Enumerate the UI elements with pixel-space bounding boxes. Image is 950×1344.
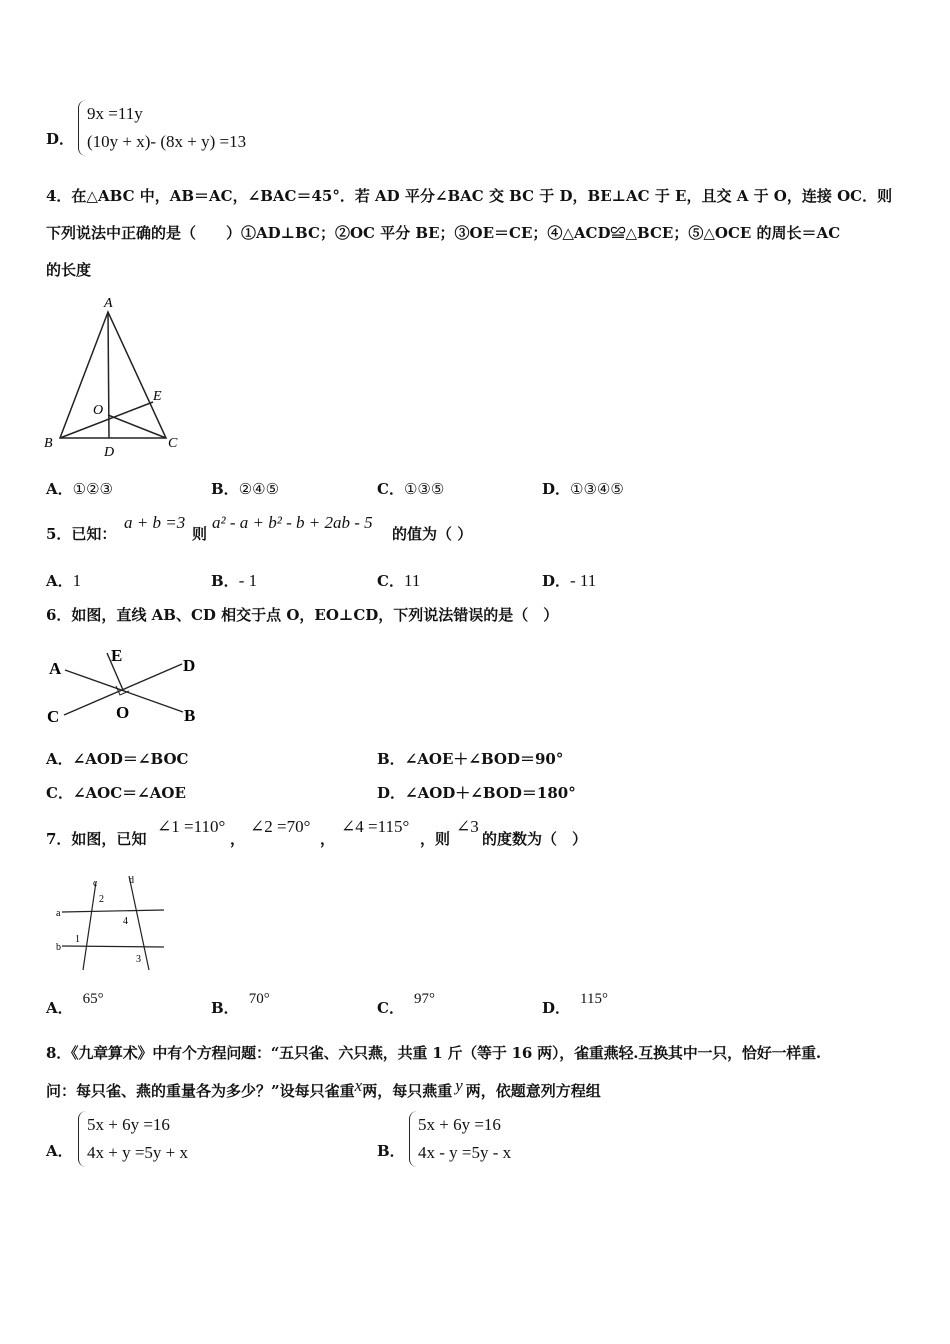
q4-option-d-text: ①③④⑤ <box>570 480 624 498</box>
q4-option-a-label: A． <box>46 480 73 498</box>
q8-line2-part-a: 问：每只雀、燕的重量各为多少？”设每只雀重 <box>46 1082 355 1100</box>
q5-mid: 则 <box>192 525 208 543</box>
q8-option-b-label: B． <box>377 1142 405 1160</box>
q8-a-eq2: 4x + y =5y + x <box>87 1143 189 1162</box>
q7-line-b <box>62 946 164 947</box>
q6-option-b[interactable] <box>377 748 563 769</box>
q6-option-d-text: ∠AOD＋∠BOD＝180° <box>405 784 576 802</box>
q7-label-2: 2 <box>99 894 104 905</box>
q3-d-eq2: (10y + x)- (8x + y) =13 <box>87 132 247 151</box>
q7-label-c: c <box>93 878 98 889</box>
q7-option-c-label: C． <box>377 999 404 1017</box>
q5-option-c[interactable] <box>377 570 420 591</box>
q7-option-b-text: 70° <box>248 991 270 1007</box>
q6-lines-figure <box>40 640 210 730</box>
q7-sep3: ，则 <box>420 830 451 848</box>
q5-option-a-text: 1 <box>72 571 82 590</box>
q4-option-c-label: C． <box>377 480 404 498</box>
q4-stem-line1: 4．在△ABC 中，AB＝AC，∠BAC＝45°．若 AD 平分∠BAC 交 BC 于 D，BE⊥AC 于 E，且交 A 于 O，连接 OC．则 <box>46 187 893 205</box>
q7-label-1: 1 <box>75 934 80 945</box>
q8-option-a-label: A． <box>46 1142 73 1160</box>
q7-option-d[interactable] <box>542 991 608 1018</box>
q6-option-d-label: D． <box>377 784 406 802</box>
q8-b-eq2: 4x - y =5y - x <box>418 1143 512 1162</box>
q4-option-b-label: B． <box>211 480 239 498</box>
q5-option-d-label: D． <box>542 572 571 590</box>
q6-option-b-label: B． <box>377 750 405 768</box>
q5-option-a[interactable] <box>46 570 81 591</box>
q4-triangle-abc <box>60 312 166 438</box>
q7-angle4: ∠4 =115° <box>341 817 410 836</box>
q7-parallel-lines-figure <box>50 870 170 975</box>
q6-label-b: B <box>184 706 196 725</box>
q6-option-a[interactable] <box>46 748 188 769</box>
q4-label-c: C <box>168 436 178 451</box>
q7-label-3: 3 <box>136 954 141 965</box>
q7-line-a <box>62 910 164 912</box>
q4-option-d[interactable] <box>542 478 624 499</box>
q7-prefix: 7．如图，已知 <box>46 830 147 848</box>
q7-label-a: a <box>56 908 61 919</box>
q3-option-d-system <box>78 100 246 156</box>
q7-suffix: 的度数为（ ） <box>482 830 588 848</box>
q7-option-a[interactable] <box>46 991 104 1018</box>
q4-option-b[interactable] <box>211 478 279 499</box>
q5-expression: a² - a + b² - b + 2ab - 5 <box>212 513 373 532</box>
q4-option-c[interactable] <box>377 478 444 499</box>
q5-option-b-label: B． <box>211 572 239 590</box>
q7-angle3: ∠3 <box>456 817 479 836</box>
q7-line-c <box>83 882 96 970</box>
q8-option-a-system[interactable] <box>78 1111 188 1167</box>
q4-option-c-text: ①③⑤ <box>403 480 445 498</box>
q4-label-d: D <box>104 445 115 460</box>
q6-option-c[interactable] <box>46 782 186 803</box>
q4-triangle-figure <box>40 290 190 460</box>
q4-stem-line3: 的长度 <box>46 261 92 279</box>
q5-option-a-label: A． <box>46 572 73 590</box>
q6-label-c: C <box>47 707 60 726</box>
q4-segment-be <box>60 402 153 438</box>
q7-angle1: ∠1 =110° <box>157 817 226 836</box>
q6-label-e: E <box>111 646 123 665</box>
q6-option-a-text: ∠AOD＝∠BOC <box>72 750 189 768</box>
q8-line2-part-c: 两，依题意列方程组 <box>465 1082 601 1100</box>
q7-label-d: d <box>129 875 134 886</box>
q8-a-eq1: 5x + 6y =16 <box>87 1115 170 1134</box>
q3-d-eq1: 9x =11y <box>87 104 143 123</box>
q7-sep1: ， <box>230 830 246 848</box>
q5-option-d[interactable] <box>542 570 596 591</box>
q7-label-b: b <box>56 942 61 953</box>
q6-option-a-label: A． <box>46 750 73 768</box>
q5-suffix: 的值为（ ） <box>392 525 473 543</box>
q7-option-c[interactable] <box>377 991 435 1018</box>
q6-option-b-text: ∠AOE＋∠BOD＝90° <box>404 750 564 768</box>
q4-label-e: E <box>153 389 162 404</box>
q6-option-d[interactable] <box>377 782 576 803</box>
q4-label-o: O <box>93 403 104 418</box>
q5-option-b-text: - 1 <box>238 571 258 590</box>
q7-option-a-label: A． <box>46 999 73 1017</box>
q3-option-d-label: D． <box>46 130 75 148</box>
q4-option-a-text: ①②③ <box>72 480 113 498</box>
q7-option-d-text: 115° <box>580 991 608 1007</box>
q4-stem-line2: 下列说法中正确的是（ ）①AD⊥BC；②OC 平分 BE；③OE＝CE；④△ACD≌△BCE；⑤△OCE 的周长＝AC <box>46 224 841 242</box>
q5-option-d-text: - 11 <box>570 571 597 590</box>
q7-label-4: 4 <box>123 916 128 927</box>
q6-label-d: D <box>183 656 196 675</box>
q8-option-b-system[interactable] <box>409 1111 511 1167</box>
q7-option-a-text: 65° <box>82 991 104 1007</box>
q4-label-b: B <box>44 436 53 451</box>
q6-label-a: A <box>49 659 62 678</box>
q7-option-c-text: 97° <box>413 991 435 1007</box>
q5-option-c-label: C． <box>377 572 404 590</box>
q7-angle2: ∠2 =70° <box>250 817 311 836</box>
q6-option-c-text: ∠AOC＝∠AOE <box>72 784 186 802</box>
q7-option-d-label: D． <box>542 999 571 1017</box>
q5-option-c-text: 11 <box>403 571 421 590</box>
q4-option-a[interactable] <box>46 478 113 499</box>
q7-option-b[interactable] <box>211 991 270 1018</box>
q8-b-eq1: 5x + 6y =16 <box>418 1115 501 1134</box>
q7-option-b-label: B． <box>211 999 239 1017</box>
q6-option-c-label: C． <box>46 784 73 802</box>
q4-label-a: A <box>104 296 113 311</box>
q6-stem: 6．如图，直线 AB、CD 相交于点 O，EO⊥CD，下列说法错误的是（ ） <box>46 606 559 624</box>
q4-option-b-text: ②④⑤ <box>238 480 280 498</box>
q8-var-y: y <box>455 1076 463 1095</box>
q8-stem-line1: 8．《九章算术》中有个方程问题：“五只雀、六只燕，共重 1 斤（等于 16 两），雀重燕轻.互换其中一只，恰好一样重. <box>46 1044 821 1062</box>
q8-stem-line2 <box>46 1076 601 1102</box>
q8-line2-part-b: 两，每只燕重 <box>362 1082 453 1100</box>
q5-condition: a + b =3 <box>124 513 186 532</box>
q6-label-o: O <box>116 703 130 722</box>
q7-sep2: ， <box>320 830 336 848</box>
q8-var-x: x <box>354 1076 363 1095</box>
q5-option-b[interactable] <box>211 570 257 591</box>
q4-option-d-label: D． <box>542 480 571 498</box>
q5-prefix: 5．已知： <box>46 525 117 543</box>
